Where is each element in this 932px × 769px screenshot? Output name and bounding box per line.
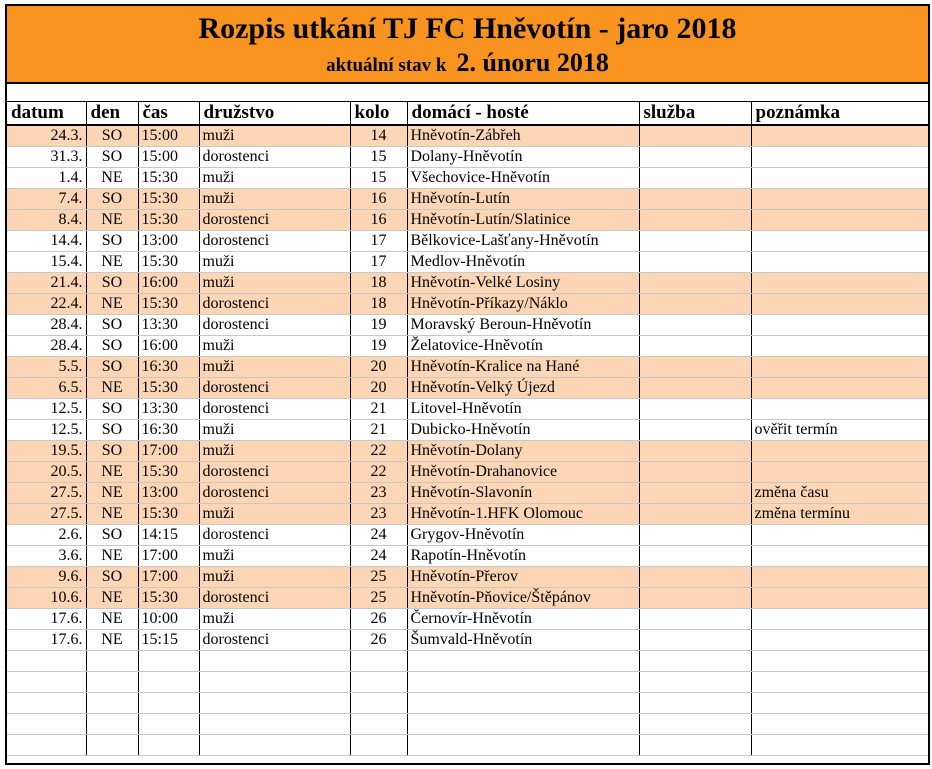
table-row <box>7 420 928 441</box>
cell-kolo: 26 <box>350 609 407 630</box>
cell-zapas <box>407 651 639 672</box>
cell-sluzba <box>639 189 751 210</box>
cell-zapas: Dolany-Hněvotín <box>407 147 639 168</box>
table-row <box>7 189 928 210</box>
title-banner <box>7 6 928 84</box>
cell-poznamka <box>751 651 928 672</box>
spacer-row <box>7 84 928 102</box>
cell-druzstvo: muži <box>199 252 350 273</box>
cell-sluzba <box>639 609 751 630</box>
cell-poznamka <box>751 588 928 609</box>
cell-zapas: Hněvotín-Přerov <box>407 567 639 588</box>
cell-sluzba <box>639 252 751 273</box>
cell-datum <box>7 735 86 756</box>
cell-datum: 2.6. <box>7 525 86 546</box>
cell-cas: 15:30 <box>138 210 199 231</box>
cell-datum: 1.4. <box>7 168 86 189</box>
cell-cas: 14:15 <box>138 525 199 546</box>
table-row <box>7 357 928 378</box>
table-row <box>7 630 928 651</box>
cell-den: NE <box>86 504 138 525</box>
cell-den: SO <box>86 189 138 210</box>
table-row <box>7 273 928 294</box>
cell-druzstvo: muži <box>199 168 350 189</box>
cell-sluzba <box>639 462 751 483</box>
table-row <box>7 441 928 462</box>
cell-datum: 27.5. <box>7 483 86 504</box>
cell-zapas: Rapotín-Hněvotín <box>407 546 639 567</box>
cell-cas <box>138 651 199 672</box>
cell-kolo: 16 <box>350 210 407 231</box>
cell-poznamka <box>751 462 928 483</box>
cell-poznamka <box>751 714 928 735</box>
cell-poznamka <box>751 378 928 399</box>
cell-kolo: 18 <box>350 273 407 294</box>
table-row <box>7 504 928 525</box>
cell-poznamka <box>751 315 928 336</box>
cell-cas <box>138 693 199 714</box>
cell-den: NE <box>86 588 138 609</box>
cell-druzstvo: muži <box>199 546 350 567</box>
table-row <box>7 462 928 483</box>
cell-kolo: 20 <box>350 378 407 399</box>
cell-den: SO <box>86 399 138 420</box>
cell-zapas <box>407 714 639 735</box>
page-title: Rozpis utkání TJ FC Hněvotín - jaro 2018 <box>198 12 737 45</box>
cell-druzstvo: muži <box>199 189 350 210</box>
cell-kolo <box>350 672 407 693</box>
table-row <box>7 567 928 588</box>
cell-kolo <box>350 714 407 735</box>
cell-datum: 5.5. <box>7 357 86 378</box>
cell-datum <box>7 672 86 693</box>
cell-zapas: Hněvotín-Slavonín <box>407 483 639 504</box>
cell-sluzba <box>639 693 751 714</box>
cell-zapas: Hněvotín-Velký Újezd <box>407 378 639 399</box>
cell-zapas: Všechovice-Hněvotín <box>407 168 639 189</box>
cell-sluzba <box>639 399 751 420</box>
cell-den: NE <box>86 210 138 231</box>
cell-zapas: Hněvotín-Zábřeh <box>407 125 639 147</box>
table-row <box>7 546 928 567</box>
cell-poznamka <box>751 735 928 756</box>
table-row <box>7 588 928 609</box>
cell-datum: 24.3. <box>7 125 86 147</box>
cell-sluzba <box>639 441 751 462</box>
cell-cas: 15:30 <box>138 294 199 315</box>
cell-cas: 13:00 <box>138 483 199 504</box>
cell-kolo: 25 <box>350 588 407 609</box>
cell-sluzba <box>639 336 751 357</box>
empty-row <box>7 651 928 672</box>
cell-den <box>86 735 138 756</box>
cell-den: NE <box>86 609 138 630</box>
cell-poznamka <box>751 210 928 231</box>
cell-zapas <box>407 672 639 693</box>
cell-cas: 10:00 <box>138 609 199 630</box>
cell-druzstvo: dorostenci <box>199 588 350 609</box>
cell-datum: 17.6. <box>7 609 86 630</box>
table-row <box>7 336 928 357</box>
cell-druzstvo: muži <box>199 336 350 357</box>
cell-druzstvo: muži <box>199 504 350 525</box>
cell-poznamka <box>751 294 928 315</box>
cell-sluzba <box>639 420 751 441</box>
table-row <box>7 525 928 546</box>
table-row <box>7 483 928 504</box>
cell-datum: 21.4. <box>7 273 86 294</box>
cell-druzstvo: muži <box>199 567 350 588</box>
table-row <box>7 609 928 630</box>
cell-datum: 20.5. <box>7 462 86 483</box>
cell-druzstvo: dorostenci <box>199 483 350 504</box>
cell-cas <box>138 672 199 693</box>
cell-druzstvo: dorostenci <box>199 294 350 315</box>
cell-cas: 15:00 <box>138 125 199 147</box>
cell-druzstvo: dorostenci <box>199 525 350 546</box>
table-row <box>7 315 928 336</box>
cell-zapas: Hněvotín-Kralice na Hané <box>407 357 639 378</box>
cell-druzstvo: dorostenci <box>199 378 350 399</box>
cell-poznamka <box>751 399 928 420</box>
cell-den: SO <box>86 420 138 441</box>
cell-poznamka <box>751 672 928 693</box>
cell-cas: 15:30 <box>138 189 199 210</box>
cell-kolo: 21 <box>350 420 407 441</box>
cell-zapas: Hněvotín-Dolany <box>407 441 639 462</box>
cell-poznamka <box>751 273 928 294</box>
cell-datum: 17.6. <box>7 630 86 651</box>
cell-sluzba <box>639 231 751 252</box>
cell-druzstvo <box>199 693 350 714</box>
cell-kolo: 17 <box>350 252 407 273</box>
cell-cas: 16:30 <box>138 420 199 441</box>
cell-zapas: Hněvotín-Příkazy/Náklo <box>407 294 639 315</box>
cell-cas <box>138 714 199 735</box>
cell-kolo: 24 <box>350 525 407 546</box>
header-row <box>7 102 928 125</box>
cell-cas: 15:30 <box>138 462 199 483</box>
cell-poznamka <box>751 441 928 462</box>
cell-sluzba <box>639 357 751 378</box>
table-row <box>7 210 928 231</box>
cell-kolo <box>350 693 407 714</box>
cell-zapas: Hněvotín-Lutín/Slatinice <box>407 210 639 231</box>
cell-zapas: Hněvotín-Pňovice/Štěpánov <box>407 588 639 609</box>
cell-kolo: 18 <box>350 294 407 315</box>
cell-den: NE <box>86 168 138 189</box>
cell-den: SO <box>86 147 138 168</box>
cell-poznamka <box>751 189 928 210</box>
empty-row <box>7 693 928 714</box>
col-header-poznamka: poznámka <box>751 102 928 125</box>
cell-datum: 14.4. <box>7 231 86 252</box>
cell-kolo: 26 <box>350 630 407 651</box>
cell-zapas: Hněvotín-Velké Losiny <box>407 273 639 294</box>
cell-druzstvo: dorostenci <box>199 462 350 483</box>
cell-kolo <box>350 735 407 756</box>
cell-kolo: 14 <box>350 125 407 147</box>
cell-zapas: Dubicko-Hněvotín <box>407 420 639 441</box>
cell-zapas: Želatovice-Hněvotín <box>407 336 639 357</box>
schedule-rows <box>7 125 928 756</box>
cell-den: SO <box>86 357 138 378</box>
cell-poznamka <box>751 525 928 546</box>
cell-sluzba <box>639 630 751 651</box>
cell-cas: 15:30 <box>138 588 199 609</box>
cell-datum: 12.5. <box>7 420 86 441</box>
cell-sluzba <box>639 125 751 147</box>
cell-zapas: Litovel-Hněvotín <box>407 399 639 420</box>
empty-row <box>7 672 928 693</box>
cell-cas: 15:30 <box>138 168 199 189</box>
cell-druzstvo: dorostenci <box>199 630 350 651</box>
cell-druzstvo: muži <box>199 125 350 147</box>
cell-druzstvo: dorostenci <box>199 399 350 420</box>
empty-row <box>7 735 928 756</box>
cell-datum: 7.4. <box>7 189 86 210</box>
cell-den: NE <box>86 546 138 567</box>
cell-sluzba <box>639 210 751 231</box>
cell-druzstvo <box>199 651 350 672</box>
cell-zapas: Hněvotín-Lutín <box>407 189 639 210</box>
cell-datum: 15.4. <box>7 252 86 273</box>
cell-den: SO <box>86 273 138 294</box>
cell-sluzba <box>639 168 751 189</box>
status-line <box>7 46 928 84</box>
cell-druzstvo <box>199 735 350 756</box>
cell-kolo: 15 <box>350 168 407 189</box>
cell-zapas: Bělkovice-Lašťany-Hněvotín <box>407 231 639 252</box>
cell-kolo: 16 <box>350 189 407 210</box>
cell-poznamka <box>751 609 928 630</box>
cell-kolo: 19 <box>350 315 407 336</box>
cell-datum: 9.6. <box>7 567 86 588</box>
cell-den <box>86 651 138 672</box>
cell-datum <box>7 693 86 714</box>
cell-sluzba <box>639 483 751 504</box>
cell-cas: 13:30 <box>138 315 199 336</box>
cell-datum: 27.5. <box>7 504 86 525</box>
cell-kolo: 15 <box>350 147 407 168</box>
cell-poznamka <box>751 168 928 189</box>
cell-cas: 15:15 <box>138 630 199 651</box>
cell-datum: 3.6. <box>7 546 86 567</box>
cell-den: SO <box>86 441 138 462</box>
cell-druzstvo: dorostenci <box>199 315 350 336</box>
cell-zapas <box>407 693 639 714</box>
cell-zapas: Hněvotín-Drahanovice <box>407 462 639 483</box>
cell-druzstvo: dorostenci <box>199 147 350 168</box>
cell-cas: 13:30 <box>138 399 199 420</box>
cell-druzstvo: dorostenci <box>199 231 350 252</box>
cell-kolo: 24 <box>350 546 407 567</box>
cell-sluzba <box>639 378 751 399</box>
cell-cas: 16:00 <box>138 273 199 294</box>
cell-datum: 28.4. <box>7 336 86 357</box>
cell-sluzba <box>639 147 751 168</box>
cell-cas: 17:00 <box>138 441 199 462</box>
cell-poznamka <box>751 252 928 273</box>
cell-datum: 31.3. <box>7 147 86 168</box>
cell-poznamka <box>751 567 928 588</box>
col-header-cas: čas <box>138 102 199 125</box>
cell-sluzba <box>639 735 751 756</box>
cell-datum <box>7 651 86 672</box>
cell-den: SO <box>86 336 138 357</box>
col-header-druzstvo: družstvo <box>199 102 350 125</box>
cell-cas: 16:00 <box>138 336 199 357</box>
cell-den: SO <box>86 525 138 546</box>
cell-sluzba <box>639 651 751 672</box>
cell-datum: 22.4. <box>7 294 86 315</box>
cell-poznamka <box>751 125 928 147</box>
cell-cas: 15:00 <box>138 147 199 168</box>
table-row <box>7 378 928 399</box>
cell-druzstvo: muži <box>199 441 350 462</box>
cell-sluzba <box>639 672 751 693</box>
schedule-sheet <box>5 4 930 765</box>
cell-den: SO <box>86 315 138 336</box>
cell-poznamka: změna času <box>751 483 928 504</box>
cell-sluzba <box>639 567 751 588</box>
table-row <box>7 252 928 273</box>
cell-sluzba <box>639 315 751 336</box>
cell-sluzba <box>639 546 751 567</box>
col-header-datum: datum <box>7 102 86 125</box>
cell-den: NE <box>86 294 138 315</box>
cell-druzstvo <box>199 714 350 735</box>
cell-den: NE <box>86 630 138 651</box>
table-row <box>7 168 928 189</box>
cell-cas: 15:30 <box>138 252 199 273</box>
cell-cas: 17:00 <box>138 567 199 588</box>
cell-poznamka <box>751 231 928 252</box>
cell-den: NE <box>86 378 138 399</box>
cell-zapas: Moravský Beroun-Hněvotín <box>407 315 639 336</box>
cell-zapas: Medlov-Hněvotín <box>407 252 639 273</box>
cell-kolo: 20 <box>350 357 407 378</box>
cell-poznamka <box>751 546 928 567</box>
cell-den: NE <box>86 462 138 483</box>
cell-poznamka <box>751 336 928 357</box>
col-header-zapas: domácí - hosté <box>407 102 639 125</box>
cell-poznamka <box>751 630 928 651</box>
table-row <box>7 125 928 147</box>
empty-row <box>7 714 928 735</box>
cell-sluzba <box>639 294 751 315</box>
cell-sluzba <box>639 504 751 525</box>
schedule-table <box>7 102 928 756</box>
cell-sluzba <box>639 588 751 609</box>
cell-kolo: 21 <box>350 399 407 420</box>
cell-den: SO <box>86 231 138 252</box>
cell-den <box>86 672 138 693</box>
cell-den: NE <box>86 483 138 504</box>
cell-datum: 28.4. <box>7 315 86 336</box>
cell-kolo: 22 <box>350 441 407 462</box>
table-row <box>7 399 928 420</box>
cell-poznamka: ověřit termín <box>751 420 928 441</box>
cell-poznamka <box>751 147 928 168</box>
cell-poznamka <box>751 357 928 378</box>
cell-den: SO <box>86 567 138 588</box>
cell-kolo: 23 <box>350 504 407 525</box>
table-row <box>7 294 928 315</box>
cell-kolo: 22 <box>350 462 407 483</box>
cell-poznamka <box>751 693 928 714</box>
cell-kolo: 25 <box>350 567 407 588</box>
cell-kolo: 19 <box>350 336 407 357</box>
cell-den: SO <box>86 125 138 147</box>
col-header-sluzba: služba <box>639 102 751 125</box>
cell-zapas: Šumvald-Hněvotín <box>407 630 639 651</box>
cell-cas: 15:30 <box>138 378 199 399</box>
table-row <box>7 231 928 252</box>
status-lead: aktuální stav k <box>326 55 447 76</box>
cell-kolo: 17 <box>350 231 407 252</box>
cell-druzstvo: muži <box>199 273 350 294</box>
cell-den <box>86 693 138 714</box>
cell-druzstvo: muži <box>199 357 350 378</box>
cell-datum: 10.6. <box>7 588 86 609</box>
cell-zapas: Černovír-Hněvotín <box>407 609 639 630</box>
cell-druzstvo: dorostenci <box>199 210 350 231</box>
cell-sluzba <box>639 714 751 735</box>
col-header-kolo: kolo <box>350 102 407 125</box>
cell-cas: 16:30 <box>138 357 199 378</box>
cell-poznamka: změna termínu <box>751 504 928 525</box>
status-date: 2. únoru 2018 <box>456 48 609 77</box>
cell-datum: 19.5. <box>7 441 86 462</box>
cell-zapas: Grygov-Hněvotín <box>407 525 639 546</box>
cell-cas: 15:30 <box>138 504 199 525</box>
cell-den: NE <box>86 252 138 273</box>
cell-sluzba <box>639 525 751 546</box>
cell-datum: 6.5. <box>7 378 86 399</box>
cell-cas: 13:00 <box>138 231 199 252</box>
cell-datum: 8.4. <box>7 210 86 231</box>
cell-zapas: Hněvotín-1.HFK Olomouc <box>407 504 639 525</box>
table-row <box>7 147 928 168</box>
cell-den <box>86 714 138 735</box>
cell-druzstvo: muži <box>199 609 350 630</box>
col-header-den: den <box>86 102 138 125</box>
cell-datum <box>7 714 86 735</box>
cell-druzstvo <box>199 672 350 693</box>
cell-cas <box>138 735 199 756</box>
cell-datum: 12.5. <box>7 399 86 420</box>
cell-druzstvo: muži <box>199 420 350 441</box>
cell-kolo <box>350 651 407 672</box>
cell-kolo: 23 <box>350 483 407 504</box>
cell-zapas <box>407 735 639 756</box>
cell-cas: 17:00 <box>138 546 199 567</box>
cell-sluzba <box>639 273 751 294</box>
